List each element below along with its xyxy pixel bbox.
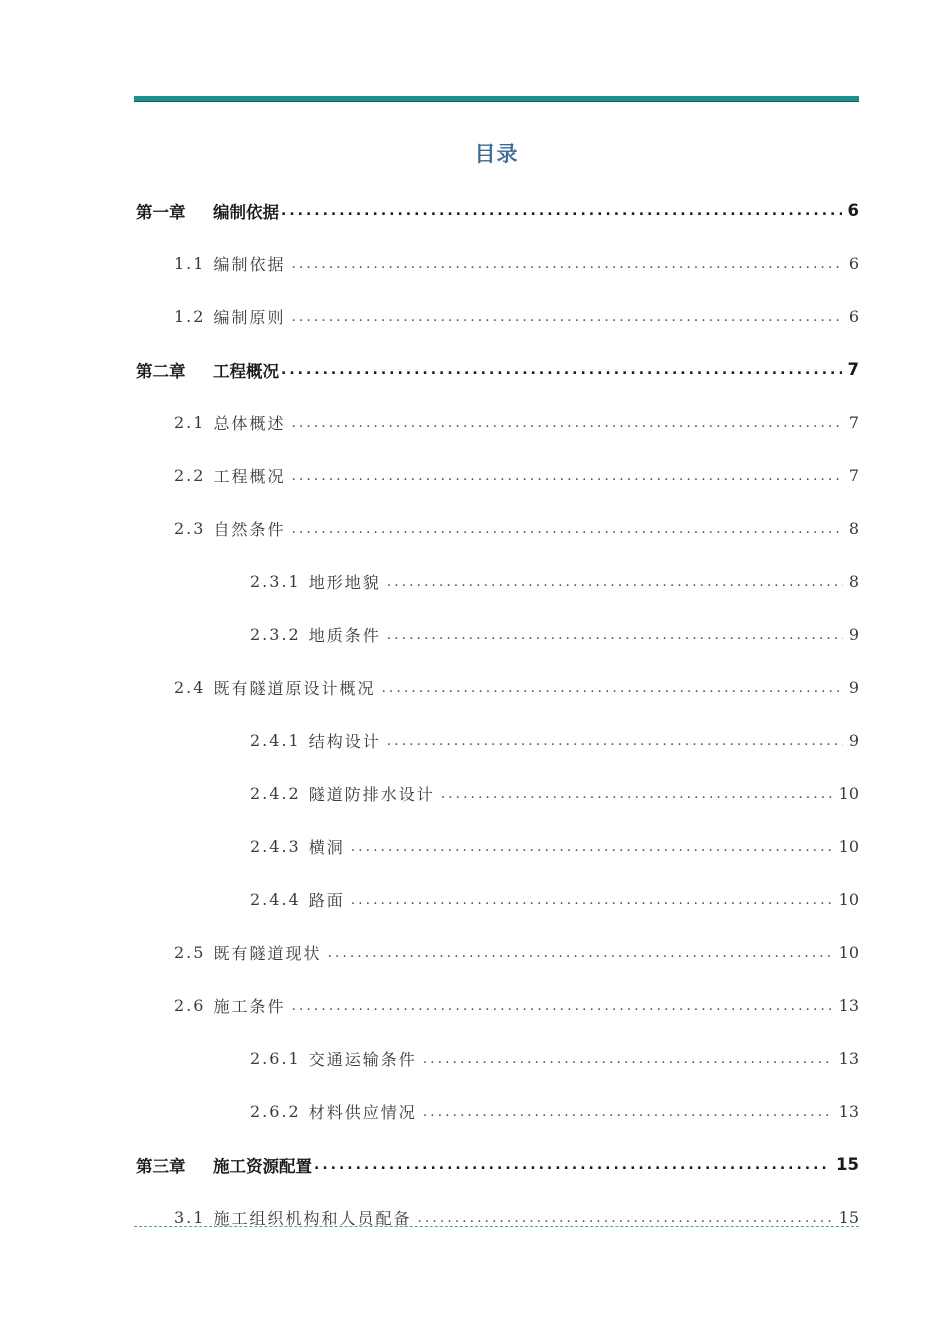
toc-entry-page: 9 [848, 731, 859, 750]
toc-entry-2-4-4[interactable] [134, 873, 859, 926]
dot-leader [441, 786, 833, 802]
toc-entry-2-6-1[interactable] [134, 1032, 859, 1085]
toc-entry-number: 2.3.1 [250, 572, 301, 591]
toc-entry-text: 地形地貌 [308, 573, 381, 592]
toc-entry-number: 2.4.3 [250, 837, 301, 856]
dot-leader [281, 362, 842, 378]
toc-entry-number: 2.4 [174, 678, 206, 697]
toc-entry-text: 工程概况 [213, 467, 286, 486]
toc-entry-page: 15 [836, 1155, 859, 1174]
toc-entry-text: 路面 [308, 891, 345, 910]
toc-entry-page: 13 [838, 996, 859, 1015]
toc-entry-text: 既有隧道原设计概况 [213, 679, 376, 698]
table-of-contents [134, 184, 859, 1244]
toc-entry-number: 第一章 [136, 202, 186, 222]
dot-leader [423, 1104, 833, 1120]
toc-entry-2-4[interactable] [134, 661, 859, 714]
dot-leader [387, 627, 843, 643]
toc-entry-number: 2.4.4 [250, 890, 301, 909]
toc-entry-text: 总体概述 [213, 414, 286, 433]
toc-entry-page: 10 [838, 784, 859, 803]
header-rule [134, 96, 859, 102]
toc-entry-text: 自然条件 [213, 520, 286, 539]
toc-entry-page: 9 [848, 678, 859, 697]
dot-leader [291, 309, 842, 325]
footer-rule [134, 1226, 859, 1227]
toc-entry-page: 8 [848, 519, 859, 538]
toc-entry-2-3-2[interactable] [134, 608, 859, 661]
toc-entry-number: 2.5 [174, 943, 206, 962]
toc-entry-page: 10 [838, 837, 859, 856]
dot-leader [291, 521, 842, 537]
toc-entry-page: 10 [838, 890, 859, 909]
dot-leader [327, 945, 832, 961]
dot-leader [351, 839, 833, 855]
toc-entry-text: 施工条件 [213, 997, 286, 1016]
toc-entry-text: 编制依据 [213, 202, 279, 222]
toc-entry-number: 3.1 [174, 1208, 206, 1227]
toc-entry-2-1[interactable] [134, 396, 859, 449]
toc-entry-text: 隧道防排水设计 [308, 785, 435, 804]
toc-entry-text: 地质条件 [308, 626, 381, 645]
toc-entry-text: 编制原则 [213, 308, 286, 327]
toc-entry-2-6[interactable] [134, 979, 859, 1032]
toc-entry-number: 2.1 [174, 413, 206, 432]
toc-entry-page: 10 [838, 943, 859, 962]
dot-leader [423, 1051, 833, 1067]
toc-entry-1-2[interactable] [134, 290, 859, 343]
toc-entry-number: 2.6 [174, 996, 206, 1015]
toc-entry-chapter-3[interactable] [134, 1138, 859, 1191]
dot-leader [314, 1157, 830, 1173]
toc-entry-2-4-2[interactable] [134, 767, 859, 820]
toc-entry-page: 13 [838, 1102, 859, 1121]
toc-entry-1-1[interactable] [134, 237, 859, 290]
toc-entry-text: 施工资源配置 [213, 1156, 312, 1176]
toc-entry-text: 结构设计 [308, 732, 381, 751]
toc-entry-page: 7 [847, 360, 859, 379]
toc-entry-number: 2.3.2 [250, 625, 301, 644]
dot-leader [387, 574, 843, 590]
dot-leader [291, 998, 832, 1014]
toc-entry-page: 6 [847, 201, 859, 220]
toc-entry-text: 材料供应情况 [308, 1103, 417, 1122]
toc-entry-page: 15 [838, 1208, 859, 1227]
toc-entry-text: 既有隧道现状 [213, 944, 322, 963]
toc-entry-page: 13 [838, 1049, 859, 1068]
dot-leader [417, 1210, 832, 1226]
toc-entry-page: 7 [848, 466, 859, 485]
toc-entry-2-4-3[interactable] [134, 820, 859, 873]
toc-entry-2-6-2[interactable] [134, 1085, 859, 1138]
toc-entry-number: 第二章 [136, 361, 186, 381]
toc-entry-2-2[interactable] [134, 449, 859, 502]
toc-entry-number: 2.6.1 [250, 1049, 301, 1068]
toc-entry-text: 编制依据 [213, 255, 286, 274]
toc-entry-page: 6 [848, 307, 859, 326]
toc-entry-text: 工程概况 [213, 361, 279, 381]
toc-entry-2-3-1[interactable] [134, 555, 859, 608]
toc-entry-chapter-2[interactable] [134, 343, 859, 396]
toc-entry-2-5[interactable] [134, 926, 859, 979]
toc-entry-number: 1.2 [174, 307, 206, 326]
toc-entry-number: 2.4.1 [250, 731, 301, 750]
toc-entry-number: 2.2 [174, 466, 206, 485]
toc-entry-number: 第三章 [136, 1156, 186, 1176]
dot-leader [291, 256, 842, 272]
toc-entry-text: 横洞 [308, 838, 345, 857]
toc-entry-text: 施工组织机构和人员配备 [213, 1209, 412, 1228]
toc-entry-number: 2.3 [174, 519, 206, 538]
dot-leader [291, 415, 842, 431]
toc-entry-page: 6 [848, 254, 859, 273]
toc-title: 目录 [474, 142, 519, 166]
toc-entry-page: 7 [848, 413, 859, 432]
toc-entry-number: 2.6.2 [250, 1102, 301, 1121]
dot-leader [281, 203, 842, 219]
toc-entry-text: 交通运输条件 [308, 1050, 417, 1069]
toc-entry-chapter-1[interactable] [134, 184, 859, 237]
dot-leader [291, 468, 842, 484]
toc-entry-page: 8 [848, 572, 859, 591]
dot-leader [387, 733, 843, 749]
toc-entry-3-1[interactable] [134, 1191, 859, 1244]
toc-entry-2-4-1[interactable] [134, 714, 859, 767]
dot-leader [351, 892, 833, 908]
toc-entry-number: 1.1 [174, 254, 206, 273]
toc-entry-2-3[interactable] [134, 502, 859, 555]
toc-entry-page: 9 [848, 625, 859, 644]
dot-leader [381, 680, 842, 696]
toc-entry-number: 2.4.2 [250, 784, 301, 803]
